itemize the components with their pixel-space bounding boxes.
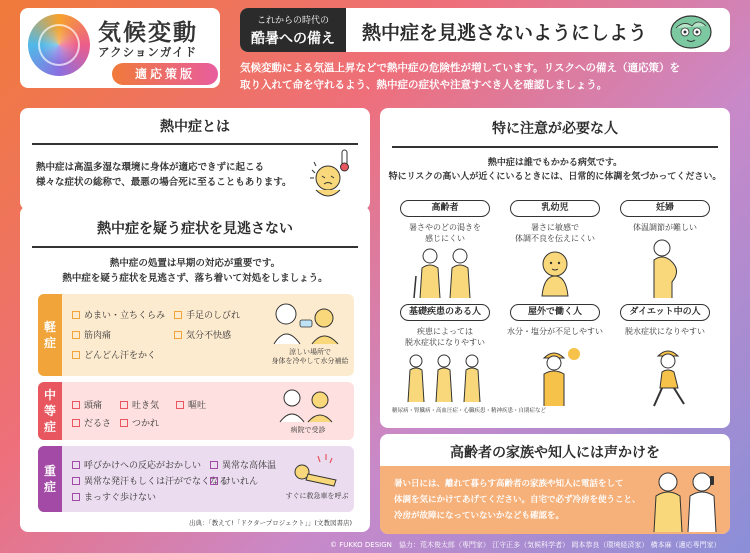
risk-desc-line2: 感じにくい xyxy=(425,234,465,243)
mild-note-line2: 身体を冷やして水分補給 xyxy=(271,357,349,365)
symptoms-line1: 熱中症の処置は早期の対応が重要です。 xyxy=(109,258,281,269)
risk-group-desc xyxy=(612,222,718,233)
risk-group-desc xyxy=(502,222,608,244)
mild-label-char1: 軽 xyxy=(43,320,56,334)
what-is-heatstroke-panel xyxy=(20,108,370,210)
risk-group-desc xyxy=(612,326,718,337)
checkbox-icon xyxy=(72,401,80,409)
what-line2: 様々な症状の総称で、最悪の場合死に至ることもあります。 xyxy=(36,177,292,188)
symptoms-intro xyxy=(20,256,370,286)
checkbox-icon xyxy=(72,419,80,427)
severe-label xyxy=(38,446,62,512)
moderate-label-char2: 等 xyxy=(43,404,56,418)
page-title: 熱中症を見逃さないようにしよう xyxy=(362,22,648,44)
mild-symptoms-box xyxy=(38,294,354,376)
checklist-item xyxy=(72,490,156,503)
moderate-symptoms-box xyxy=(38,382,354,440)
elderly-couple-icon xyxy=(410,246,480,300)
infant-icon xyxy=(530,248,580,298)
risk-desc-line2: 体調不良を伝えにくい xyxy=(515,234,595,243)
phone-call-illustration-icon xyxy=(650,466,722,532)
moderate-label-char1: 中 xyxy=(43,388,56,402)
checklist-item xyxy=(120,416,159,429)
risk-small-note: 糖尿病・腎臓病・高血圧症・心臓疾患・精神疾患・自閉症など xyxy=(392,408,547,414)
checkbox-icon xyxy=(72,493,80,501)
risk-desc-line1: 体温調節が難しい xyxy=(633,223,697,232)
checkbox-icon xyxy=(72,331,80,339)
risk-desc-line1: 脱水症状になりやすい xyxy=(625,327,705,336)
checklist-item xyxy=(120,398,159,411)
checkbox-icon xyxy=(176,401,184,409)
checklist-label: けいれん xyxy=(222,477,259,487)
risk-group-desc xyxy=(502,326,608,337)
checklist-item xyxy=(72,416,111,429)
checklist-item xyxy=(72,474,228,487)
cooling-illustration-icon xyxy=(266,298,348,346)
severe-label-char1: 重 xyxy=(43,464,56,478)
checklist-item xyxy=(72,458,201,471)
source-note: 出典：「教えて!「ドクタープロジェクト」」(文教図書店) xyxy=(189,519,352,527)
logo-card xyxy=(20,8,220,88)
footer-credits: © FUKKO DESIGN 協力：荒木俊太郎（専門家） 江守正多（気候科学者） 岡本恭良（環境経済家） 横本麻（適応専門家） xyxy=(330,541,721,549)
checklist-item xyxy=(72,328,111,341)
call-elderly-panel xyxy=(380,434,730,534)
checkbox-icon xyxy=(210,477,218,485)
patients-group-icon xyxy=(402,352,488,402)
checkbox-icon xyxy=(72,351,80,359)
risk-desc-line1: 暑さに敏感で xyxy=(531,223,579,232)
checkbox-icon xyxy=(72,477,80,485)
checklist-label: 筋肉痛 xyxy=(84,331,112,341)
checklist-label: 異常な高体温 xyxy=(222,461,277,471)
risk-group-title: 高齢者 xyxy=(400,200,490,217)
what-line1: 熱中症は高温多湿な環境に身体が適応できずに起こる xyxy=(36,162,265,173)
globe-logo-icon xyxy=(28,14,90,76)
risk-desc-line1: 暑さやのどの渇きを xyxy=(409,223,481,232)
checklist-label: 頭痛 xyxy=(84,401,103,411)
checklist-item xyxy=(174,308,240,321)
checklist-item xyxy=(72,348,156,361)
mild-label xyxy=(38,294,62,376)
risk-group-desc xyxy=(392,326,498,348)
jogging-person-icon xyxy=(640,344,696,408)
call-heading: 高齢者の家族や知人には声かけを xyxy=(450,445,660,461)
risk-group-title: 屋外で働く人 xyxy=(510,304,600,321)
outdoor-worker-icon xyxy=(530,344,586,408)
risk-desc-line1: 水分・塩分が不足しやすい xyxy=(507,327,603,336)
moderate-label-char3: 症 xyxy=(43,420,56,434)
title-bar xyxy=(240,8,730,52)
mild-note-line1: 涼しい場所で xyxy=(289,348,331,356)
risk-line2: 特にリスクの高い人が近くにいるときには、日常的に体調を気づかってください。 xyxy=(388,172,722,182)
intro-line1: 気候変動による気温上昇などで熱中症の危険性が増しています。リスクへの備え（適応策）を xyxy=(240,62,680,74)
collapsed-person-icon xyxy=(288,450,344,490)
intro-line2: 取り入れて命を守れるよう、熱中症の症状や注意すべき人を確認しましょう。 xyxy=(240,79,608,91)
checkbox-icon xyxy=(72,311,80,319)
hospital-illustration-icon xyxy=(276,386,338,424)
symptoms-panel xyxy=(20,206,370,532)
checklist-label: どんどん汗をかく xyxy=(84,351,157,361)
logo-badge: 適応策版 xyxy=(112,63,218,85)
risk-group-title: 乳幼児 xyxy=(510,200,600,217)
checklist-label: めまい・立ちくらみ xyxy=(84,311,166,321)
checkbox-icon xyxy=(174,311,182,319)
checklist-item xyxy=(72,398,102,411)
title-tag xyxy=(240,8,346,52)
checklist-item xyxy=(210,474,258,487)
call-line1: 暑い日には、離れて暮らす高齢者の家族や知人に電話をして xyxy=(394,479,624,489)
checklist-label: だるさ xyxy=(84,419,112,429)
severe-label-char2: 症 xyxy=(43,480,56,494)
what-text xyxy=(36,160,292,190)
checklist-label: 嘔吐 xyxy=(188,401,207,411)
title-tag-line2: 酷暑への備え xyxy=(251,31,335,47)
checkbox-icon xyxy=(120,419,128,427)
checklist-label: 呼びかけへの反応がおかしい xyxy=(84,461,202,471)
pregnant-woman-icon xyxy=(640,236,690,300)
checklist-item xyxy=(210,458,276,471)
logo-subtitle: アクションガイド xyxy=(98,45,198,59)
title-tag-line1: これからの時代の xyxy=(256,16,329,26)
severe-note: すぐに救急車を呼ぶ xyxy=(285,492,349,500)
symptoms-line2: 熱中症を疑う症状を見逃さず、落ち着いて対処をしましょう。 xyxy=(62,273,328,284)
mild-label-char2: 症 xyxy=(43,336,56,350)
checklist-item xyxy=(174,328,231,341)
checklist-label: 吐き気 xyxy=(132,401,160,411)
checklist-label: まっすぐ歩けない xyxy=(84,493,157,503)
hot-person-icon xyxy=(306,148,356,204)
mild-note xyxy=(270,348,350,366)
checklist-item xyxy=(72,308,165,321)
risk-intro xyxy=(380,156,730,184)
moderate-note: 病院で受診 xyxy=(290,426,326,434)
risk-group-title: 基礎疾患のある人 xyxy=(400,304,490,321)
risk-group-title: ダイエット中の人 xyxy=(620,304,710,321)
checkbox-icon xyxy=(210,461,218,469)
checklist-item xyxy=(176,398,206,411)
earth-mascot-icon xyxy=(666,10,716,50)
symptoms-heading: 熱中症を疑う症状を見逃さない xyxy=(32,206,358,248)
checklist-label: つかれ xyxy=(132,419,160,429)
checklist-label: 異常な発汗もしくは汗がでなくなる xyxy=(84,477,229,487)
checkbox-icon xyxy=(72,461,80,469)
logo-title: 気候変動 xyxy=(98,20,198,46)
intro-text xyxy=(240,60,740,94)
moderate-label xyxy=(38,382,62,440)
risk-group-title: 妊婦 xyxy=(620,200,710,217)
what-heading: 熱中症とは xyxy=(32,108,358,145)
checklist-label: 手足のしびれ xyxy=(186,311,241,321)
checklist-label: 気分不快感 xyxy=(186,331,232,341)
severe-symptoms-box xyxy=(38,446,354,512)
checkbox-icon xyxy=(174,331,182,339)
checkbox-icon xyxy=(120,401,128,409)
call-line2: 体調を気にかけてあげてください。自宅で必ず冷房を使うこと、 xyxy=(394,495,641,505)
risk-group-desc xyxy=(392,222,498,244)
risk-heading: 特に注意が必要な人 xyxy=(392,108,718,148)
call-line3: 冷房が故障になっていないかなども確認を。 xyxy=(394,511,565,521)
risk-line1: 熱中症は誰でもかかる病気です。 xyxy=(487,158,623,168)
risk-desc-line1: 疾患によっては xyxy=(417,327,473,336)
high-risk-panel xyxy=(380,108,730,428)
risk-desc-line2: 脱水症状になりやすい xyxy=(405,338,485,347)
call-text xyxy=(394,476,641,524)
